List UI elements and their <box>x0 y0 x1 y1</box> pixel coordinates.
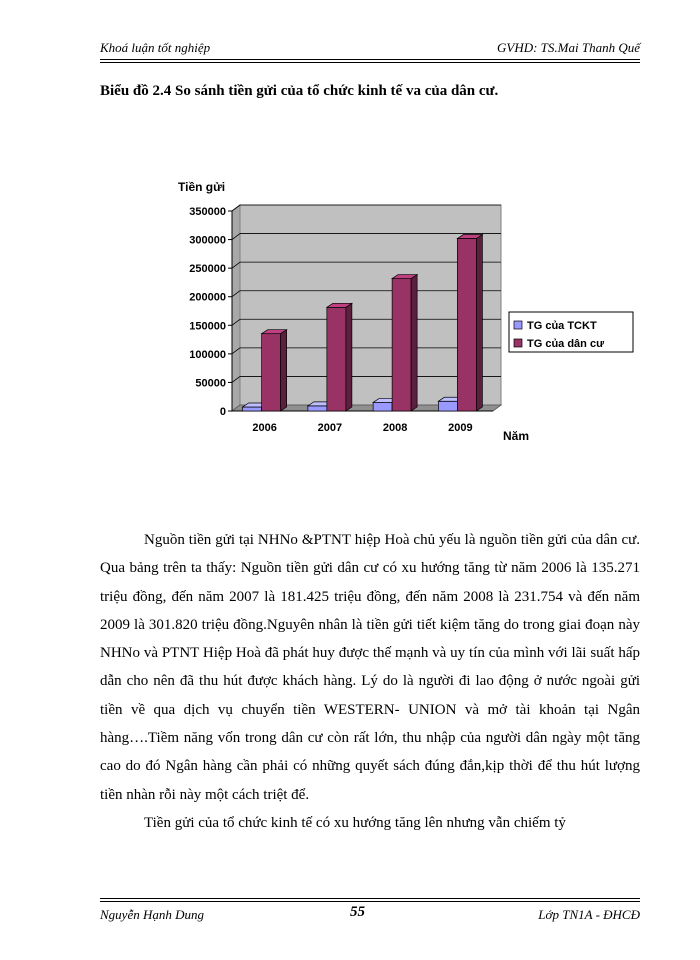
x-tick-label: 2007 <box>317 422 343 434</box>
x-tick-label: 2008 <box>382 422 408 434</box>
y-tick-label: 50000 <box>195 377 226 390</box>
legend-swatch-1 <box>514 339 522 347</box>
legend-label-0: TG của TCKT <box>527 320 597 332</box>
footer-page-number: 55 <box>350 904 365 920</box>
legend-label-1: TG của dân cư <box>527 338 605 350</box>
header-rule-thin <box>100 62 640 63</box>
x-tick-label: 2009 <box>448 422 473 434</box>
bar-dan-cu-2007 <box>327 303 352 411</box>
header-advisor: GVHD: TS.Mai Thanh Quế <box>497 40 640 55</box>
page-header <box>100 38 640 60</box>
deposit-comparison-chart <box>170 170 640 460</box>
y-tick-label: 100000 <box>189 348 226 361</box>
footer-author: Nguyễn Hạnh Dung <box>100 907 204 922</box>
y-tick-label: 0 <box>219 406 226 418</box>
bar-dan-cu-2008 <box>392 275 417 411</box>
legend-swatch-0 <box>514 321 522 329</box>
y-tick-label: 200000 <box>189 291 226 304</box>
y-tick-label: 300000 <box>189 234 226 247</box>
y-tick-label: 150000 <box>189 320 226 333</box>
footer-rule-thin <box>100 901 640 902</box>
header-rule <box>100 59 640 60</box>
footer-rule <box>100 898 640 899</box>
y-tick-label: 250000 <box>189 263 226 276</box>
chart-side-wall <box>232 205 240 411</box>
y-tick-label: 350000 <box>189 206 226 218</box>
bar-dan-cu-2006 <box>262 330 287 411</box>
header-thesis-title: Khoá luận tốt nghiệp <box>100 40 211 55</box>
y-axis-title: Tiền gửi <box>178 180 226 194</box>
body-paragraph-2: Tiền gửi của tổ chức kinh tế có xu hướng tăng lên nhưng vẫn chiếm tỷ <box>144 814 566 831</box>
x-tick-label: 2006 <box>252 422 277 434</box>
page-footer <box>100 894 640 924</box>
body-paragraph-1: Nguồn tiền gửi tại NHNo &PTNT hiệp Hoà chủ yếu là nguồn tiền gửi của dân cư. Qua bảng trên ta thấy: Nguồn tiền gửi dân cư có xu hướng tăng từ năm 2006 là 135.271 triệu đồng, đến năm 2007 là 181.425 triệu đồng, đến năm 2008 là 231.754 và đến năm 2009 là 301.820 triệu đồng.Nguyên nhân là tiền gửi tiết kiệm tăng do trong giai đoạn này NHNo và PTNT Hiệp Hoà đã phát huy được thế mạnh và uy tín của mình với lãi suất hấp dẫn cho nên đã thu hút được khách hàng. Lý do là người đi lao động ở nước ngoài gửi tiền về qua dịch vụ chuyển tiền WESTERN- UNION và mở tài khoản tại Ngân hàng….Tiềm năng vốn trong dân cư còn rất lớn, thu nhập của người dân ngày một tăng cao do đó Ngân hàng cần phải có những quyết sách đúng đắn,kịp thời để thu hút lượng tiền nhàn rỗi này một cách triệt để. <box>100 532 640 803</box>
figure-caption: Biểu đồ 2.4 So sánh tiền gửi của tổ chức kinh tế va của dân cư. <box>100 83 499 99</box>
x-axis-title: Năm <box>503 429 530 443</box>
footer-class: Lớp TN1A - ĐHCĐ <box>538 907 640 922</box>
body-text <box>100 526 640 837</box>
bar-dan-cu-2009 <box>457 235 482 411</box>
